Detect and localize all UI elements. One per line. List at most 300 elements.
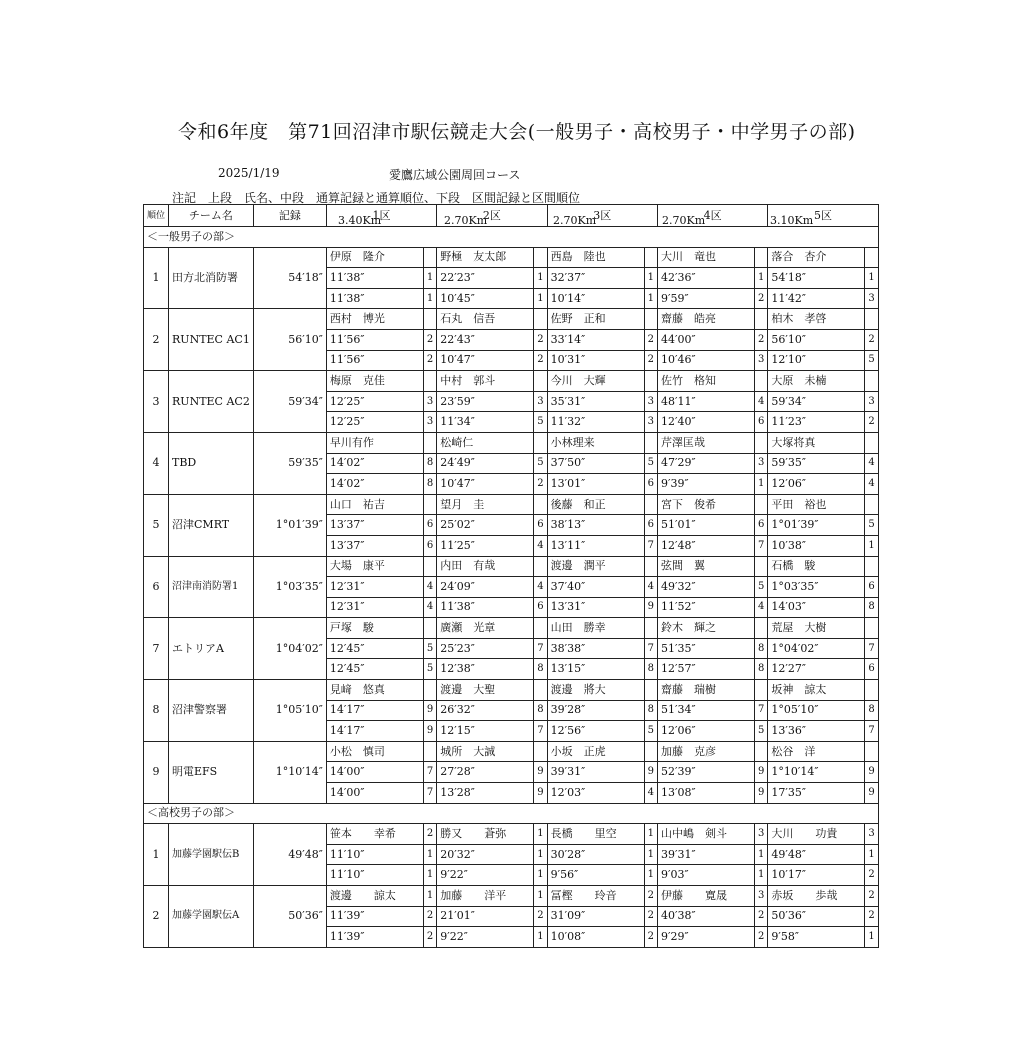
split-rank: 4 [754,597,767,618]
col-leg-header: 3区 [547,205,657,227]
team-rank: 2 [144,886,169,948]
cumulative-rank: 2 [423,329,436,350]
cumulative-rank: 2 [534,906,547,927]
split-time: 14′17″ [326,721,423,742]
cumulative-time: 37′40″ [547,577,644,598]
cumulative-rank: 1 [423,268,436,289]
cumulative-time: 27′28″ [437,762,534,783]
runner-name: 梅原 克佳 [326,371,423,392]
cumulative-rank: 1 [865,844,878,865]
team-record: 1°03′35″ [253,556,326,618]
split-time: 9′39″ [657,474,754,495]
document-title: 令和6年度 第71回沼津市駅伝競走大会(一般男子・高校男子・中学男子の部) [178,121,856,143]
split-rank: 1 [754,474,767,495]
col-leg-header: 5区 [768,205,878,227]
runner-name: 齋藤 皓亮 [657,309,754,330]
runner-name: 内田 有哉 [437,556,534,577]
cumulative-time: 1°01′39″ [768,515,865,536]
split-time: 11′38″ [326,288,423,309]
split-time: 12′45″ [326,659,423,680]
cumulative-rank: 3 [644,391,657,412]
cumulative-time: 14′02″ [326,453,423,474]
runner-rank-cell [754,247,767,268]
split-time: 14′00″ [326,783,423,804]
team-rank: 3 [144,371,169,433]
runner-rank-cell [644,309,657,330]
runner-rank-cell [423,309,436,330]
runner-rank-cell [754,371,767,392]
runner-name: 鈴木 輝之 [657,618,754,639]
cumulative-time: 42′36″ [657,268,754,289]
split-rank: 8 [423,474,436,495]
team-names-row [144,309,879,330]
runner-name: 勝又 蒼弥 [437,824,534,845]
runner-name: 渡邊 潤平 [547,556,644,577]
split-time: 11′34″ [437,412,534,433]
cumulative-time: 1°10′14″ [768,762,865,783]
runner-rank-cell [423,494,436,515]
team-record: 49′48″ [253,824,326,886]
split-rank: 1 [534,288,547,309]
cumulative-time: 37′50″ [547,453,644,474]
runner-rank-cell [865,494,878,515]
cumulative-rank: 5 [644,453,657,474]
runner-name: 笹本 幸希 [326,824,423,845]
cumulative-rank: 1 [534,844,547,865]
race-course: 愛鷹広域公園周回コース [389,168,521,182]
runner-name: 渡邊 大聖 [437,680,534,701]
cumulative-rank: 9 [423,700,436,721]
team-record: 1°04′02″ [253,618,326,680]
cumulative-time: 12′25″ [326,391,423,412]
runner-rank-cell [423,371,436,392]
runner-name: 城所 大誠 [437,741,534,762]
team-name: 明電EFS [169,741,254,803]
cumulative-rank: 6 [423,515,436,536]
split-rank: 6 [534,597,547,618]
cumulative-rank: 2 [644,906,657,927]
runner-rank-cell [754,432,767,453]
cumulative-rank: 6 [644,515,657,536]
cumulative-time: 35′31″ [547,391,644,412]
split-rank: 1 [754,865,767,886]
runner-rank-cell [644,680,657,701]
split-time: 13′11″ [547,535,644,556]
runner-name: 伊原 隆介 [326,247,423,268]
team-rank: 9 [144,741,169,803]
runner-name: 早川有作 [326,432,423,453]
col-rank-header: 順位 [144,205,169,227]
cumulative-time: 39′31″ [657,844,754,865]
split-rank: 2 [644,350,657,371]
runner-name: 小林理来 [547,432,644,453]
leg-distance: 3.40Km [338,214,382,227]
split-rank: 2 [865,865,878,886]
split-rank: 1 [644,865,657,886]
runner-rank-cell [423,680,436,701]
runner-name: 渡邊 將大 [547,680,644,701]
cumulative-time: 48′11″ [657,391,754,412]
split-time: 10′31″ [547,350,644,371]
runner-name: 大場 康平 [326,556,423,577]
cumulative-rank: 5 [534,453,547,474]
runner-rank-cell [754,680,767,701]
cumulative-time: 14′00″ [326,762,423,783]
split-rank: 7 [534,721,547,742]
split-rank: 3 [423,412,436,433]
cumulative-time: 12′45″ [326,638,423,659]
section-row [144,227,879,248]
cumulative-rank: 9 [865,762,878,783]
runner-rank-cell [644,432,657,453]
runner-rank-cell [644,556,657,577]
runner-name: 大原 未楠 [768,371,865,392]
runner-rank-cell [423,247,436,268]
runner-rank-cell: 2 [865,886,878,907]
runner-rank-cell: 3 [754,886,767,907]
cumulative-time: 22′43″ [437,329,534,350]
cumulative-rank: 5 [423,638,436,659]
split-rank: 4 [865,474,878,495]
cumulative-time: 47′29″ [657,453,754,474]
split-rank: 2 [423,350,436,371]
runner-rank-cell [534,556,547,577]
split-rank: 8 [754,659,767,680]
cumulative-time: 32′37″ [547,268,644,289]
split-time: 11′32″ [547,412,644,433]
runner-name: 西島 陸也 [547,247,644,268]
col-leg-header: 1区 [326,205,436,227]
runner-name: 落合 杏介 [768,247,865,268]
split-rank: 4 [644,783,657,804]
split-time: 13′36″ [768,721,865,742]
split-time: 11′23″ [768,412,865,433]
runner-rank-cell [754,556,767,577]
split-rank: 6 [754,412,767,433]
split-rank: 2 [644,927,657,948]
cumulative-time: 38′13″ [547,515,644,536]
cumulative-time: 30′28″ [547,844,644,865]
split-time: 11′52″ [657,597,754,618]
col-team-header: チーム名 [169,205,254,227]
runner-name: 加藤 洋平 [437,886,534,907]
runner-name: 山口 祐吉 [326,494,423,515]
cumulative-rank: 6 [865,577,878,598]
col-record-header: 記録 [253,205,326,227]
team-names-row [144,371,879,392]
runner-rank-cell [865,556,878,577]
cumulative-time: 40′38″ [657,906,754,927]
split-time: 10′47″ [437,474,534,495]
team-names-row [144,741,879,762]
leg-distance: 2.70Km [444,214,488,227]
runner-name: 加藤 克彦 [657,741,754,762]
split-rank: 4 [423,597,436,618]
split-time: 11′39″ [326,927,423,948]
runner-name: 石橋 駿 [768,556,865,577]
runner-rank-cell [644,618,657,639]
team-names-row [144,824,879,845]
split-time: 13′37″ [326,535,423,556]
split-rank: 9 [423,721,436,742]
runner-rank-cell [534,432,547,453]
team-name: 沼津南消防署1 [169,556,254,618]
split-rank: 5 [644,721,657,742]
cumulative-time: 49′32″ [657,577,754,598]
runner-name: 望月 圭 [437,494,534,515]
team-rank: 1 [144,247,169,309]
team-record: 1°05′10″ [253,680,326,742]
split-time: 13′01″ [547,474,644,495]
cumulative-rank: 1 [534,268,547,289]
runner-name: 小松 慎司 [326,741,423,762]
split-time: 13′31″ [547,597,644,618]
runner-name: 宮下 俊希 [657,494,754,515]
cumulative-rank: 9 [534,762,547,783]
cumulative-rank: 7 [865,638,878,659]
split-rank: 1 [423,288,436,309]
runner-name: 山中嶋 剣斗 [657,824,754,845]
split-rank: 9 [754,783,767,804]
cumulative-rank: 6 [754,515,767,536]
cumulative-rank: 9 [754,762,767,783]
cumulative-rank: 2 [754,906,767,927]
cumulative-rank: 3 [423,391,436,412]
split-rank: 1 [865,927,878,948]
runner-name: 荒屋 大樹 [768,618,865,639]
results-table [143,204,879,948]
split-time: 9′29″ [657,927,754,948]
cumulative-time: 52′39″ [657,762,754,783]
runner-rank-cell [754,741,767,762]
split-time: 10′14″ [547,288,644,309]
cumulative-time: 24′49″ [437,453,534,474]
runner-rank-cell [534,680,547,701]
split-time: 12′56″ [547,721,644,742]
cumulative-rank: 4 [865,453,878,474]
team-names-row [144,247,879,268]
split-time: 12′48″ [657,535,754,556]
section-row [144,803,879,824]
split-rank: 2 [865,412,878,433]
runner-rank-cell: 3 [865,824,878,845]
team-record: 59′35″ [253,432,326,494]
runner-rank-cell: 2 [423,824,436,845]
cumulative-time: 39′31″ [547,762,644,783]
cumulative-time: 59′35″ [768,453,865,474]
split-rank: 9 [644,597,657,618]
cumulative-time: 14′17″ [326,700,423,721]
split-rank: 5 [534,412,547,433]
split-time: 11′56″ [326,350,423,371]
col-leg-header: 2区 [437,205,547,227]
split-time: 17′35″ [768,783,865,804]
cumulative-rank: 7 [534,638,547,659]
team-rank: 7 [144,618,169,680]
cumulative-rank: 3 [865,391,878,412]
runner-name: 廣瀬 光章 [437,618,534,639]
split-time: 10′38″ [768,535,865,556]
split-time: 13′15″ [547,659,644,680]
runner-name: 佐竹 格知 [657,371,754,392]
cumulative-time: 1°04′02″ [768,638,865,659]
split-time: 13′08″ [657,783,754,804]
runner-rank-cell [644,247,657,268]
cumulative-rank: 8 [534,700,547,721]
runner-rank-cell: 1 [644,824,657,845]
runner-name: 弦間 翼 [657,556,754,577]
runner-name: 長橋 里空 [547,824,644,845]
team-name: RUNTEC AC1 [169,309,254,371]
cumulative-time: 1°05′10″ [768,700,865,721]
runner-name: 山田 勝幸 [547,618,644,639]
cumulative-time: 31′09″ [547,906,644,927]
team-name: 田方北消防署 [169,247,254,309]
cumulative-time: 26′32″ [437,700,534,721]
runner-rank-cell [865,680,878,701]
runner-name: 松崎仁 [437,432,534,453]
runner-rank-cell: 2 [644,886,657,907]
cumulative-time: 44′00″ [657,329,754,350]
team-names-row [144,886,879,907]
runner-rank-cell [534,371,547,392]
cumulative-time: 24′09″ [437,577,534,598]
runner-rank-cell [754,309,767,330]
split-rank: 3 [865,288,878,309]
split-time: 12′31″ [326,597,423,618]
cumulative-time: 54′18″ [768,268,865,289]
team-names-row [144,680,879,701]
col-leg-header: 4区 [657,205,767,227]
team-rank: 5 [144,494,169,556]
split-rank: 3 [754,350,767,371]
cumulative-rank: 2 [644,329,657,350]
split-rank: 1 [644,288,657,309]
cumulative-time: 49′48″ [768,844,865,865]
runner-rank-cell [534,741,547,762]
split-time: 9′22″ [437,927,534,948]
cumulative-rank: 2 [865,329,878,350]
split-time: 9′58″ [768,927,865,948]
split-rank: 8 [534,659,547,680]
cumulative-rank: 8 [754,638,767,659]
cumulative-rank: 7 [754,700,767,721]
cumulative-rank: 6 [534,515,547,536]
section-label: ＜一般男子の部＞ [144,227,879,248]
cumulative-rank: 8 [865,700,878,721]
split-time: 9′03″ [657,865,754,886]
split-rank: 4 [534,535,547,556]
team-record: 54′18″ [253,247,326,309]
team-name: 加藤学園駅伝A [169,886,254,948]
cumulative-rank: 8 [423,453,436,474]
runner-name: 大川 竜也 [657,247,754,268]
runner-rank-cell [754,494,767,515]
runner-name: 赤坂 歩哉 [768,886,865,907]
team-rank: 6 [144,556,169,618]
team-name: エトリアA [169,618,254,680]
runner-rank-cell [865,432,878,453]
split-time: 11′25″ [437,535,534,556]
split-rank: 2 [754,288,767,309]
split-time: 9′56″ [547,865,644,886]
team-rank: 8 [144,680,169,742]
split-rank: 6 [423,535,436,556]
cumulative-rank: 1 [754,268,767,289]
cumulative-time: 33′14″ [547,329,644,350]
leg-distance: 2.70Km [553,214,597,227]
runner-name: 見﨑 悠真 [326,680,423,701]
cumulative-rank: 4 [644,577,657,598]
runner-name: 齋藤 瑞樹 [657,680,754,701]
runner-rank-cell [534,309,547,330]
split-rank: 5 [865,350,878,371]
runner-rank-cell [865,247,878,268]
cumulative-rank: 4 [423,577,436,598]
split-rank: 1 [865,535,878,556]
split-rank: 5 [754,721,767,742]
split-time: 12′40″ [657,412,754,433]
cumulative-time: 50′36″ [768,906,865,927]
split-time: 14′02″ [326,474,423,495]
split-time: 12′06″ [768,474,865,495]
header-row [144,205,879,227]
cumulative-time: 51′35″ [657,638,754,659]
split-time: 11′38″ [437,597,534,618]
team-rank: 2 [144,309,169,371]
runner-rank-cell [865,371,878,392]
team-rank: 4 [144,432,169,494]
split-time: 14′03″ [768,597,865,618]
split-time: 12′25″ [326,412,423,433]
runner-rank-cell: 3 [754,824,767,845]
split-time: 9′22″ [437,865,534,886]
team-rank: 1 [144,824,169,886]
runner-rank-cell: 1 [534,886,547,907]
runner-name: 今川 大輝 [547,371,644,392]
cumulative-time: 20′32″ [437,844,534,865]
team-record: 56′10″ [253,309,326,371]
cumulative-rank: 7 [644,638,657,659]
runner-rank-cell: 1 [423,886,436,907]
runner-rank-cell [534,247,547,268]
split-rank: 1 [423,865,436,886]
runner-rank-cell [754,618,767,639]
runner-name: 芹澤匡哉 [657,432,754,453]
cumulative-time: 56′10″ [768,329,865,350]
team-record: 50′36″ [253,886,326,948]
split-time: 12′38″ [437,659,534,680]
team-name: RUNTEC AC2 [169,371,254,433]
cumulative-rank: 8 [644,700,657,721]
cumulative-rank: 5 [865,515,878,536]
runner-rank-cell [865,618,878,639]
runner-name: 大川 功貴 [768,824,865,845]
team-names-row [144,494,879,515]
runner-rank-cell [423,556,436,577]
runner-name: 平田 裕也 [768,494,865,515]
cumulative-rank: 1 [754,844,767,865]
split-rank: 7 [865,721,878,742]
runner-name: 柏木 孝啓 [768,309,865,330]
split-rank: 2 [534,474,547,495]
cumulative-time: 51′01″ [657,515,754,536]
runner-rank-cell [644,741,657,762]
split-time: 11′10″ [326,865,423,886]
section-label: ＜高校男子の部＞ [144,803,879,824]
cumulative-time: 13′37″ [326,515,423,536]
cumulative-rank: 2 [865,906,878,927]
